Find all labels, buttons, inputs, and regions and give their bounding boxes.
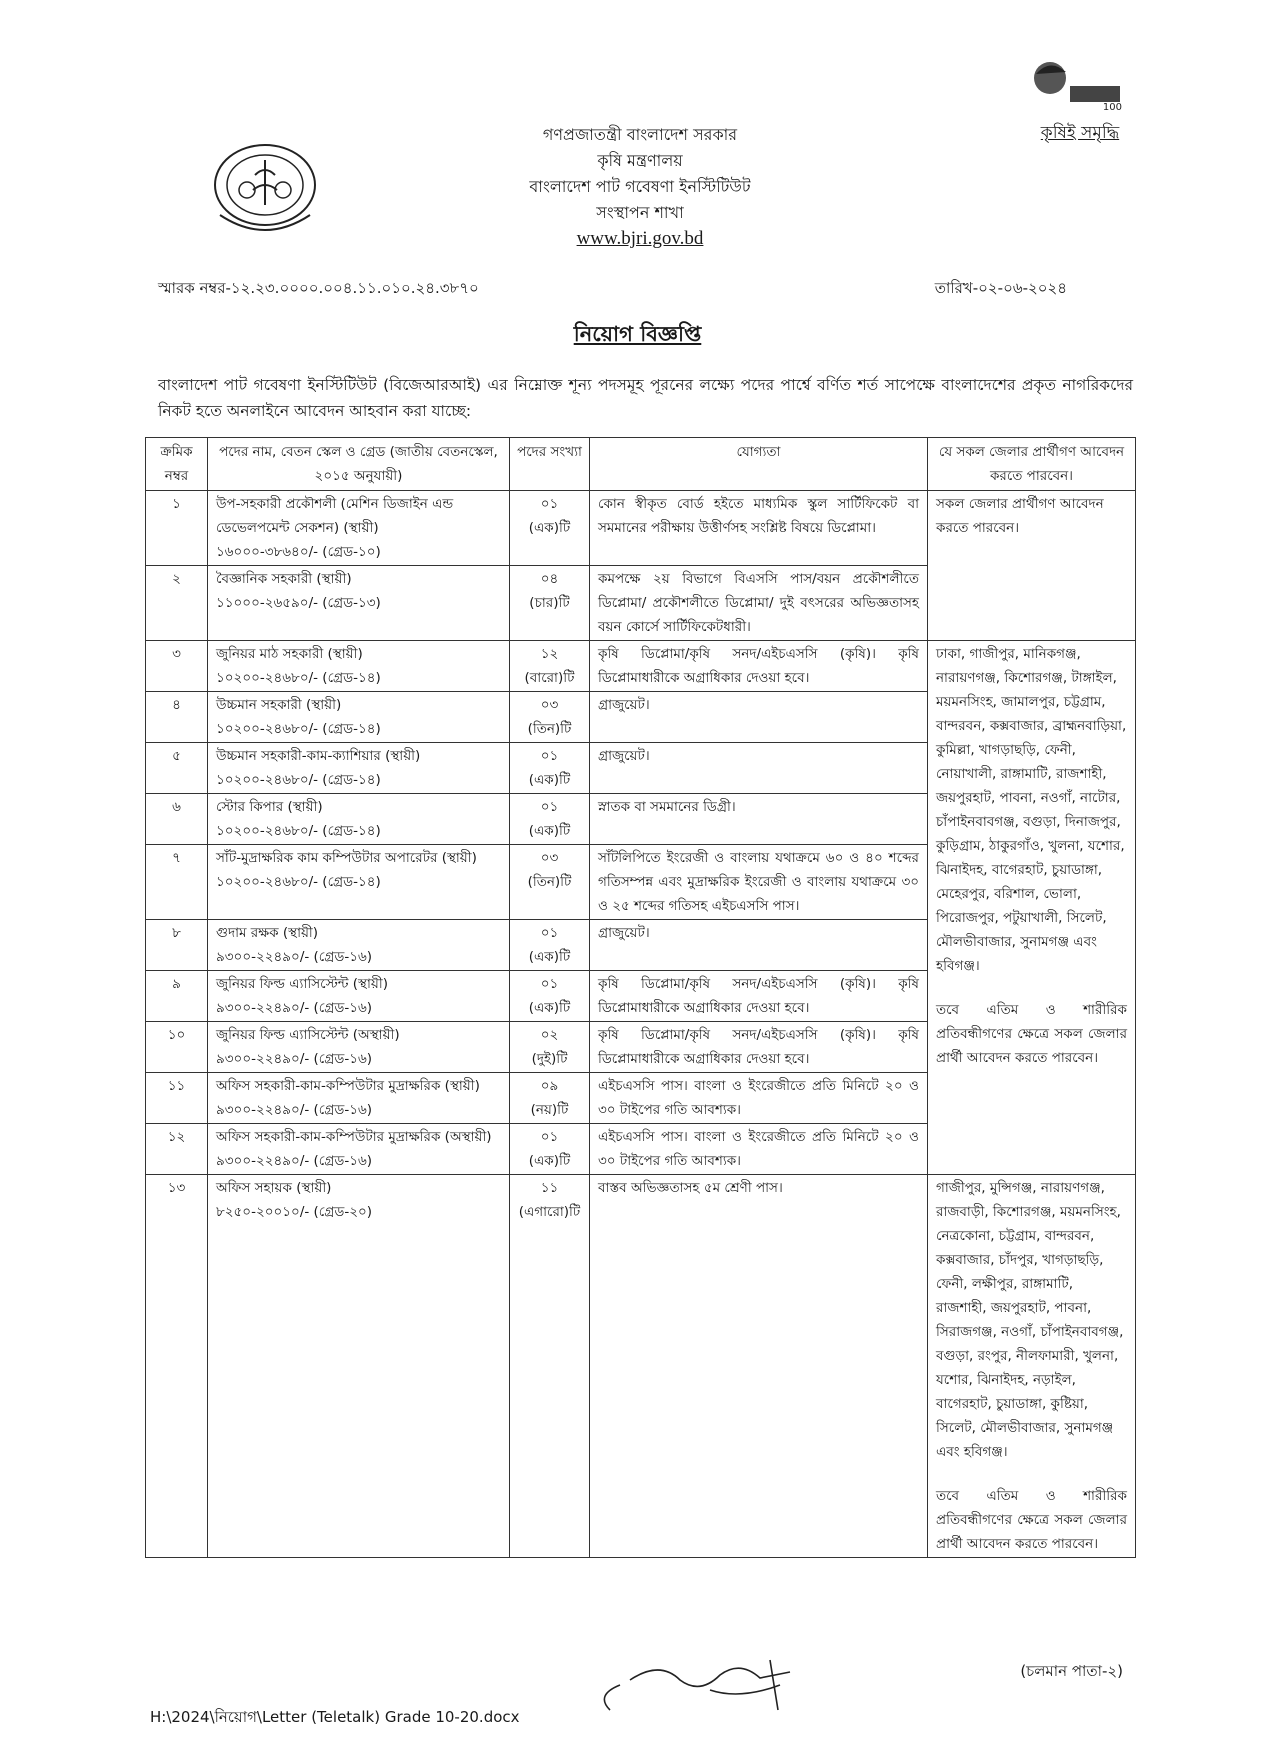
cell-post: [208, 794, 510, 845]
count-word: (চার)টি: [529, 595, 570, 611]
cell-qualification: কৃষি ডিপ্লোমা/কৃষি সনদ/এইচএসসি (কৃষি)। কৃষি ডিপ্লোমাধারীকে অগ্রাধিকার দেওয়া হবে।: [590, 641, 928, 692]
cell-count: [510, 920, 590, 971]
cell-post: [208, 566, 510, 641]
table-row: [146, 641, 1136, 692]
count-word: (এক)টি: [528, 1153, 571, 1169]
letterhead: [430, 122, 850, 252]
post-title: উচ্চমান সহকারী (স্থায়ী): [216, 697, 342, 713]
count-number: ০১: [540, 799, 559, 815]
cell-count: [510, 971, 590, 1022]
count-word: (দুই)টি: [531, 1051, 568, 1067]
count-number: ০৩: [540, 850, 559, 866]
post-title: বৈজ্ঞানিক সহকারী (স্থায়ী): [216, 571, 352, 587]
post-scale: ৯৩০০-২২৪৯০/- (গ্রেড-১৬): [216, 1051, 372, 1067]
cell-serial: ১২: [146, 1124, 208, 1175]
cell-post: [208, 692, 510, 743]
count-number: ০৯: [540, 1078, 559, 1094]
header-serial: ক্রমিক নম্বর: [146, 438, 208, 491]
header-institute: বাংলাদেশ পাট গবেষণা ইনস্টিটিউট: [529, 177, 751, 196]
cell-qualification: এইচএসসি পাস। বাংলা ও ইংরেজীতে প্রতি মিনিটে ২০ ও ৩০ টাইপের গতি আবশ্যক।: [590, 1124, 928, 1175]
cell-serial: ৭: [146, 845, 208, 920]
cell-qualification: গ্রাজুয়েট।: [590, 692, 928, 743]
post-title: সাঁট-মুদ্রাক্ষরিক কাম কম্পিউটার অপারেটর (স্থায়ী): [216, 850, 477, 866]
count-word: (এগারো)টি: [518, 1204, 581, 1220]
cell-count: [510, 845, 590, 920]
districts-note: তবে এতিম ও শারীরিক প্রতিবন্ধীগণের ক্ষেত্রে সকল জেলার প্রার্থী আবেদন করতে পারবেন।: [936, 1002, 1127, 1066]
count-word: (তিন)টি: [527, 721, 572, 737]
cell-serial: ৮: [146, 920, 208, 971]
post-title: জুনিয়র ফিল্ড এ্যাসিস্টেন্ট (স্থায়ী): [216, 976, 388, 992]
header-districts: যে সকল জেলার প্রার্থীগণ আবেদন করতে পারবেন।: [928, 438, 1136, 491]
post-title: অফিস সহকারী-কাম-কম্পিউটার মুদ্রাক্ষরিক (স্থায়ী): [216, 1078, 480, 1094]
cell-serial: ১৩: [146, 1175, 208, 1558]
count-number: ০২: [540, 1027, 559, 1043]
cell-post: [208, 1175, 510, 1558]
cell-post: [208, 641, 510, 692]
cell-serial: ১: [146, 491, 208, 566]
count-word: (নয়)টি: [530, 1102, 569, 1118]
header-count: পদের সংখ্যা: [510, 438, 590, 491]
post-scale: ১০২০০-২৪৬৮০/- (গ্রেড-১৪): [216, 772, 381, 788]
cell-post: [208, 971, 510, 1022]
count-number: ১২: [540, 646, 559, 662]
memo-number: স্মারক নম্বর-১২.২৩.০০০০.০০৪.১১.০১০.২৪.৩৮৭০: [158, 279, 479, 297]
cell-post: [208, 845, 510, 920]
post-scale: ৮২৫০-২০০১০/- (গ্রেড-২০): [216, 1204, 373, 1220]
header-post: পদের নাম, বেতন স্কেল ও গ্রেড (জাতীয় বেতনস্কেল, ২০১৫ অনুযায়ী): [208, 438, 510, 491]
count-word: (তিন)টি: [527, 874, 572, 890]
cell-count: [510, 1073, 590, 1124]
cell-serial: ৪: [146, 692, 208, 743]
page-title: নিয়োগ বিজ্ঞপ্তি: [573, 322, 702, 346]
mujib-100-logo: [1022, 52, 1128, 114]
header-website: www.bjri.gov.bd: [576, 228, 704, 249]
count-number: ০১: [540, 1129, 559, 1145]
cell-qualification: কৃষি ডিপ্লোমা/কৃষি সনদ/এইচএসসি (কৃষি)। কৃষি ডিপ্লোমাধারীকে অগ্রাধিকার দেওয়া হবে।: [590, 1022, 928, 1073]
cell-qualification: গ্রাজুয়েট।: [590, 920, 928, 971]
cell-qualification: এইচএসসি পাস। বাংলা ও ইংরেজীতে প্রতি মিনিটে ২০ ও ৩০ টাইপের গতি আবশ্যক।: [590, 1073, 928, 1124]
cell-count: [510, 1022, 590, 1073]
post-scale: ৯৩০০-২২৪৯০/- (গ্রেড-১৬): [216, 1153, 372, 1169]
cell-qualification: বাস্তব অভিজ্ঞতাসহ ৫ম শ্রেণী পাস।: [590, 1175, 928, 1558]
count-number: ০১: [540, 925, 559, 941]
post-title: স্টোর কিপার (স্থায়ী): [216, 799, 323, 815]
post-scale: ১০২০০-২৪৬৮০/- (গ্রেড-১৪): [216, 721, 381, 737]
cell-qualification: গ্রাজুয়েট।: [590, 743, 928, 794]
signature: [590, 1650, 850, 1730]
post-title: গুদাম রক্ষক (স্থায়ী): [216, 925, 319, 941]
cell-post: [208, 1124, 510, 1175]
cell-count: [510, 1175, 590, 1558]
cell-qualification: কমপক্ষে ২য় বিভাগে বিএসসি পাস/বয়ন প্রকৌশলীতে ডিপ্লোমা/ প্রকৌশলীতে ডিপ্লোমা/ দুই বৎসরের অভিজ্ঞতাসহ বয়ন কোর্সে সার্টিফিকেটধারী।: [590, 566, 928, 641]
districts-note: তবে এতিম ও শারীরিক প্রতিবন্ধীগণের ক্ষেত্রে সকল জেলার প্রার্থী আবেদন করতে পারবেন।: [936, 1488, 1127, 1552]
cell-districts-list-2: [928, 1175, 1136, 1558]
count-word: (এক)টি: [528, 772, 571, 788]
cell-post: [208, 1073, 510, 1124]
count-number: ০১: [540, 496, 559, 512]
post-title: উপ-সহকারী প্রকৌশলী (মেশিন ডিজাইন এন্ড ডেভেলপমেন্ট সেকশন) (স্থায়ী): [216, 496, 454, 536]
header-qualification: যোগ্যতা: [590, 438, 928, 491]
issue-date: তারিখ-০২-০৬-২০২৪: [934, 279, 1067, 297]
cell-count: [510, 1124, 590, 1175]
cell-serial: ৬: [146, 794, 208, 845]
cell-count: [510, 692, 590, 743]
post-scale: ৯৩০০-২২৪৯০/- (গ্রেড-১৬): [216, 1000, 372, 1016]
count-word: (এক)টি: [528, 949, 571, 965]
file-path: H:\2024\নিয়োগ\Letter (Teletalk) Grade 10-20.docx: [150, 1708, 520, 1726]
table-row: [146, 1175, 1136, 1558]
table-header-row: [146, 438, 1136, 491]
cell-qualification: কোন স্বীকৃত বোর্ড হইতে মাধ্যমিক স্কুল সার্টিফিকেট বা সমমানের পরীক্ষায় উত্তীর্ণসহ সংশ্লিষ্ট বিষয়ে ডিপ্লোমা।: [590, 491, 928, 566]
intro-paragraph: বাংলাদেশ পাট গবেষণা ইনস্টিটিউট (বিজেআরআই) এর নিম্নোক্ত শূন্য পদসমূহ পূরনের লক্ষ্যে পদের পার্শ্বে বর্ণিত শর্ত সাপেক্ষে বাংলাদেশের প্রকৃত নাগরিকদের নিকট হতে অনলাইনে আবেদন আহবান করা যাচ্ছে:: [158, 376, 1133, 420]
cell-post: [208, 1022, 510, 1073]
post-scale: ১৬০০০-৩৮৬৪০/- (গ্রেড-১০): [216, 544, 381, 560]
cell-post: [208, 491, 510, 566]
post-title: উচ্চমান সহকারী-কাম-ক্যাশিয়ার (স্থায়ী): [216, 748, 421, 764]
post-title: অফিস সহকারী-কাম-কম্পিউটার মুদ্রাক্ষরিক (অস্থায়ী): [216, 1129, 492, 1145]
vacancy-table: [145, 437, 1136, 1558]
cell-districts-all: সকল জেলার প্রার্থীগণ আবেদন করতে পারবেন।: [928, 491, 1136, 641]
post-scale: ৯৩০০-২২৪৯০/- (গ্রেড-১৬): [216, 1102, 372, 1118]
cell-count: [510, 794, 590, 845]
cell-post: [208, 920, 510, 971]
count-number: ০১: [540, 976, 559, 992]
cell-serial: ২: [146, 566, 208, 641]
cell-serial: ৫: [146, 743, 208, 794]
districts-list: ঢাকা, গাজীপুর, মানিকগঞ্জ, নারায়ণগঞ্জ, কিশোরগঞ্জ, টাঙ্গাইল, ময়মনসিংহ, জামালপুর, চট্টগ্রাম, বান্দরবন, কক্সবাজার, ব্রাহ্মনবাড়িয়া, কুমিল্লা, খাগড়াছড়ি, ফেনী, নোয়াখালী, রাঙ্গামাটি, রাজশাহী, জয়পুরহাট, পাবনা, নওগাঁ, নাটোর, চাঁপাইনবাবগঞ্জ, বগুড়া, দিনাজপুর, কুড়িগ্রাম, ঠাকুরগাঁও, খুলনা, যশোর, ঝিনাইদহ, বাগেরহাট, চুয়াডাঙ্গা, মেহেরপুর, বরিশাল, ভোলা, পিরোজপুর, পটুয়াখালী, সিলেট, মৌলভীবাজার, সুনামগঞ্জ এবং হবিগঞ্জ।: [936, 646, 1127, 974]
svg-text:100: 100: [1102, 102, 1122, 113]
cell-post: [208, 743, 510, 794]
count-word: (এক)টি: [528, 823, 571, 839]
bjri-logo-emblem: [205, 135, 325, 240]
slogan: কৃষিই সমৃদ্ধি: [1040, 123, 1120, 143]
cell-count: [510, 491, 590, 566]
cell-qualification: স্নাতক বা সমমানের ডিগ্রী।: [590, 794, 928, 845]
count-number: ০৪: [540, 571, 559, 587]
cell-serial: ৯: [146, 971, 208, 1022]
cell-serial: ১১: [146, 1073, 208, 1124]
cell-serial: ১০: [146, 1022, 208, 1073]
cell-serial: ৩: [146, 641, 208, 692]
cell-count: [510, 566, 590, 641]
post-title: জুনিয়র মাঠ সহকারী (স্থায়ী): [216, 646, 363, 662]
post-scale: ১০২০০-২৪৬৮০/- (গ্রেড-১৪): [216, 823, 381, 839]
count-number: ০৩: [540, 697, 559, 713]
count-word: (এক)টি: [528, 520, 571, 536]
count-number: ০১: [540, 748, 559, 764]
post-scale: ১১০০০-২৬৫৯০/- (গ্রেড-১৩): [216, 595, 381, 611]
post-scale: ১০২০০-২৪৬৮০/- (গ্রেড-১৪): [216, 874, 381, 890]
cell-count: [510, 641, 590, 692]
cell-count: [510, 743, 590, 794]
cell-qualification: সাঁটলিপিতে ইংরেজী ও বাংলায় যথাক্রমে ৬০ ও ৪০ শব্দের গতিসম্পন্ন এবং মুদ্রাক্ষরিক ইংরেজী ও বাংলায় যথাক্রমে ৩০ ও ২৫ শব্দের গতিসহ এইচএসসি পাস।: [590, 845, 928, 920]
post-title: জুনিয়র ফিল্ড এ্যাসিস্টেন্ট (অস্থায়ী): [216, 1027, 400, 1043]
table-row: [146, 491, 1136, 566]
header-section: সংস্থাপন শাখা: [596, 203, 684, 222]
post-scale: ১০২০০-২৪৬৮০/- (গ্রেড-১৪): [216, 670, 381, 686]
continued-note: (চলমান পাতা-২): [1020, 1662, 1123, 1680]
districts-list: গাজীপুর, মুন্সিগঞ্জ, নারায়ণগঞ্জ, রাজবাড়ী, কিশোরগঞ্জ, ময়মনসিংহ, নেত্রকোনা, চট্টগ্রাম, বান্দরবন, কক্সবাজার, চাঁদপুর, খাগড়াছড়ি, ফেনী, লক্ষীপুর, রাঙ্গামাটি, রাজশাহী, জয়পুরহাট, পাবনা, সিরাজগঞ্জ, নওগাঁ, চাঁপাইনবাবগঞ্জ, বগুড়া, রংপুর, নীলফামারী, খুলনা, যশোর, ঝিনাইদহ, নড়াইল, বাগেরহাট, চুয়াডাঙ্গা, কুষ্টিয়া, সিলেট, মৌলভীবাজার, সুনামগঞ্জ এবং হবিগঞ্জ।: [936, 1180, 1124, 1460]
count-number: ১১: [540, 1180, 559, 1196]
cell-qualification: কৃষি ডিপ্লোমা/কৃষি সনদ/এইচএসসি (কৃষি)। কৃষি ডিপ্লোমাধারীকে অগ্রাধিকার দেওয়া হবে।: [590, 971, 928, 1022]
post-scale: ৯৩০০-২২৪৯০/- (গ্রেড-১৬): [216, 949, 372, 965]
cell-districts-list: [928, 641, 1136, 1175]
post-title: অফিস সহায়ক (স্থায়ী): [216, 1180, 332, 1196]
header-government: গণপ্রজাতন্ত্রী বাংলাদেশ সরকার: [542, 125, 738, 144]
count-word: (বারো)টি: [524, 670, 575, 686]
header-ministry: কৃষি মন্ত্রণালয়: [597, 151, 683, 170]
count-word: (এক)টি: [528, 1000, 571, 1016]
